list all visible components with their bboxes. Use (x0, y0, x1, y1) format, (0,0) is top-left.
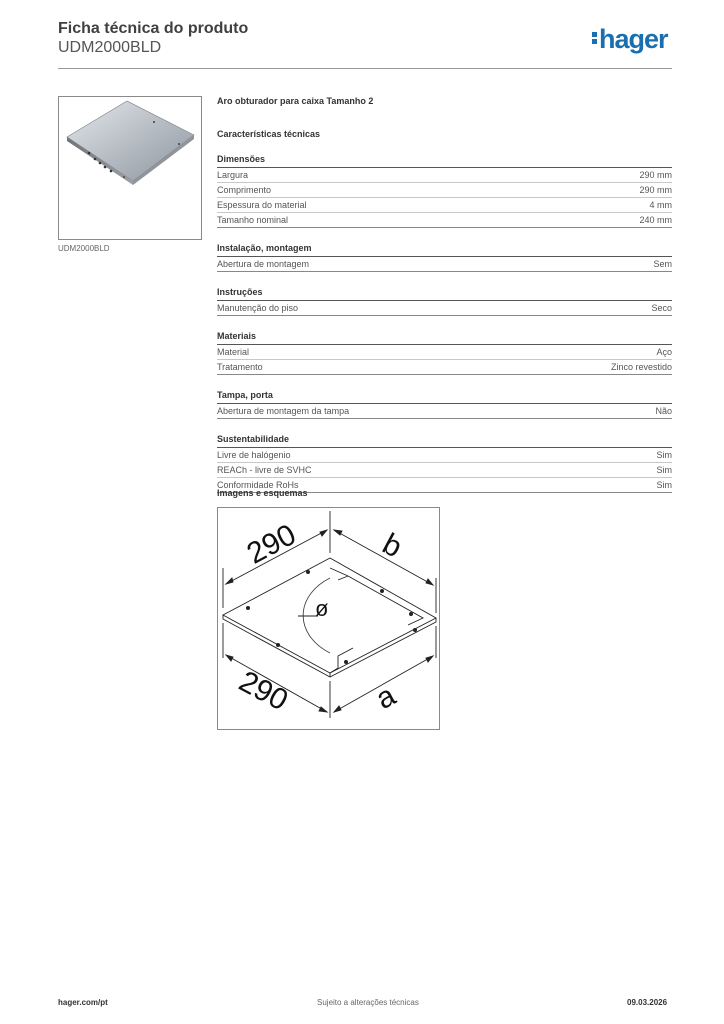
hager-logo (592, 24, 668, 55)
spec-label: REACh - livre de SVHC (217, 465, 312, 475)
spec-group (217, 287, 672, 316)
spec-row (217, 345, 672, 360)
spec-label: Tratamento (217, 362, 263, 372)
spec-value: Sim (656, 480, 672, 490)
spec-row (217, 404, 672, 419)
dimension-label-bottom-290: 290 (233, 664, 294, 718)
spec-row (217, 198, 672, 213)
spec-label: Largura (217, 170, 249, 180)
spec-value: Zinco revestido (610, 362, 672, 372)
spec-value: 290 mm (639, 170, 672, 180)
dimension-label-top-290: 290 (241, 518, 302, 571)
spec-group (217, 243, 672, 272)
spec-value: 240 mm (639, 215, 672, 225)
spec-label: Espessura do material (217, 200, 307, 210)
spec-label: Abertura de montagem (217, 259, 310, 269)
spec-label: Tamanho nominal (217, 215, 289, 225)
spec-row (217, 360, 672, 375)
spec-value: 290 mm (639, 185, 672, 195)
images-heading: Imagens e esquemas (217, 488, 308, 498)
dimension-label-b: b (377, 527, 408, 565)
logo-text: hager (599, 24, 668, 54)
spec-row (217, 463, 672, 478)
spec-group-title: Sustentabilidade (217, 434, 672, 448)
spec-group-title: Materiais (217, 331, 672, 345)
spec-value: 4 mm (649, 200, 672, 210)
logo-dots-icon (592, 30, 597, 46)
spec-value: Sim (656, 450, 672, 460)
spec-groups (217, 154, 672, 493)
header-divider (58, 68, 672, 69)
product-image-caption: UDM2000BLD (58, 244, 110, 253)
spec-value: Sem (653, 259, 672, 269)
spec-value: Não (655, 406, 672, 416)
spec-group (217, 154, 672, 228)
spec-row (217, 183, 672, 198)
spec-group (217, 331, 672, 375)
footer-notice: Sujeito a alterações técnicas (317, 998, 419, 1007)
spec-value: Aço (656, 347, 672, 357)
product-plate-image (59, 97, 201, 239)
diameter-symbol: ø (315, 596, 329, 621)
product-image-frame (58, 96, 202, 240)
spec-group-title: Dimensões (217, 154, 672, 168)
spec-group (217, 390, 672, 419)
spec-label: Comprimento (217, 185, 272, 195)
spec-row (217, 257, 672, 272)
spec-value: Seco (651, 303, 672, 313)
spec-row (217, 213, 672, 228)
product-code: UDM2000BLD (58, 39, 162, 56)
spec-label: Material (217, 347, 250, 357)
spec-label: Manutenção do piso (217, 303, 299, 313)
product-description: Aro obturador para caixa Tamanho 2 (217, 96, 374, 106)
footer-date: 09.03.2026 (627, 998, 668, 1007)
dimension-drawing (218, 508, 439, 729)
dimension-label-a: a (370, 678, 401, 716)
spec-group-title: Instruções (217, 287, 672, 301)
spec-label: Livre de halógenio (217, 450, 291, 460)
spec-label: Abertura de montagem da tampa (217, 406, 350, 416)
specs-content (217, 96, 672, 493)
spec-label: Conformidade RoHs (217, 480, 299, 490)
spec-group-title: Tampa, porta (217, 390, 672, 404)
specs-heading: Características técnicas (217, 129, 321, 139)
spec-row (217, 448, 672, 463)
dimension-drawing-frame (217, 507, 440, 730)
spec-group (217, 434, 672, 493)
spec-row (217, 301, 672, 316)
document-title: Ficha técnica do produto (58, 20, 249, 37)
spec-group-title: Instalação, montagem (217, 243, 672, 257)
spec-value: Sim (656, 465, 672, 475)
spec-row (217, 168, 672, 183)
footer-website: hager.com/pt (58, 998, 108, 1007)
